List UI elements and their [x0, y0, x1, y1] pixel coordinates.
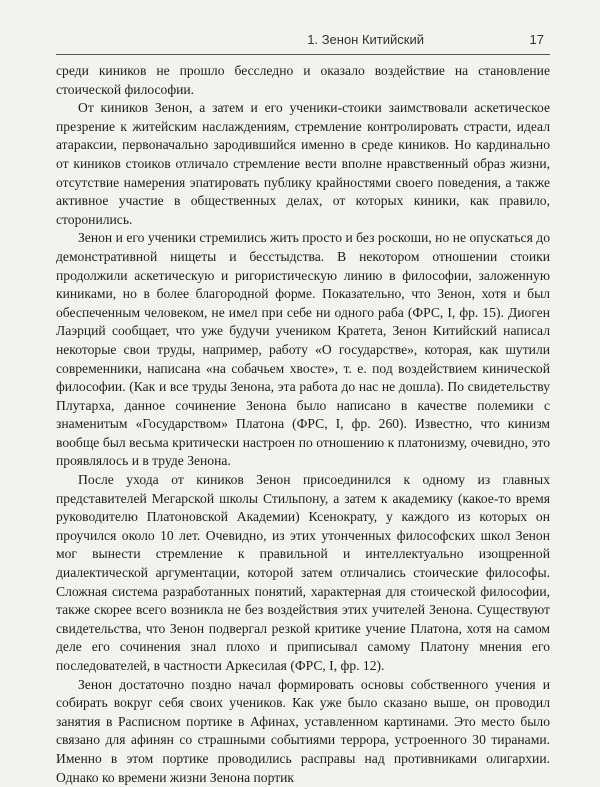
paragraph: Зенон и его ученики стремились жить просто и без роскоши, но не опускаться до демонстративной нищеты и бесстыдства. В некотором отношении стоики продолжили аскетическую и ригористическую линию в философии, заложенную киниками, но в более благородной форме. Показательно, что Зенон, хотя и был обеспеченным человеком, не имел при себе ни одного раба (ФРС, I, фр. 15). Диоген Лаэрций сообщает, что уже будучи учеником Кратета, Зенон Китийский написал некоторые свои труды, например, работу «О государстве», которая, как шутили современники, написана «на собачьем хвосте», т. е. под воздействием кинической философии. (Как и все труды Зенона, эта работа до нас не дошла). По свидетельству Плутарха, данное сочинение Зенона было написано в качестве полемики с знаменитым «Государством» Платона (ФРС, I, фр. 260). Известно, что кинизм вообще был весьма критически настроен по отношению к платонизму, очевидно, это проявлялось и в труде Зенона.: [56, 230, 550, 469]
body-text: [56, 62, 550, 787]
paragraph: После ухода от киников Зенон присоединился к одному из главных представителей Мегарской школы Стильпону, а затем к академику (какое-то время руководителю Платоновской Академии) Ксенократу, у каждого из которых он проучился около 10 лет. Очевидно, из этих утонченных философских школ Зенон мог вынести стремление к правильной и интеллектуально изощренной диалектической аргументации, которой затем отличались стоические философы. Сложная система разработанных понятий, характерная для стоической философии, также скорее всего возникла не без воздействия этих учителей Зенона. Существуют свидетельства, что Зенон подвергал резкой критике учение Платона, хотя на самом деле его сочинения знал плохо и приписывал самому Платону мнения его последователей, в частности Аркесилая (ФРС, I, фр. 12).: [56, 472, 550, 673]
page-header: [56, 32, 550, 52]
paragraph: среди киников не прошло бесследно и оказало воздействие на становление стоической философии.: [56, 63, 550, 97]
paragraph: Зенон достаточно поздно начал формировать основы собственного учения и собирать вокруг себя своих учеников. Как уже было сказано выше, он проводил занятия в Расписном портике в Афинах, уставленном картинами. Это место было связано для афинян со страшными событиями террора, устроенного 30 тиранами. Именно в этом портике проводились расправы над противниками олигархии. Однако ко времени жизни Зенона портик: [56, 676, 550, 785]
page-number: 17: [529, 32, 544, 47]
header-rule: [56, 54, 550, 55]
paragraph: От киников Зенон, а затем и его ученики-стоики заимствовали аскетическое презрение к житейским наслаждениям, стремление контролировать страсти, идеал атараксии, первоначально зародившийся именно в среде киников. Но кардинально от киников стоиков отличало стремление вести вполне нравственный образ жизни, отсутствие намерения эпатировать публику крайностями своего поведения, а также активное участие в общественных делах, от которых киники, как правило, сторонились.: [56, 100, 550, 227]
running-title: 1. Зенон Китийский: [307, 32, 424, 47]
